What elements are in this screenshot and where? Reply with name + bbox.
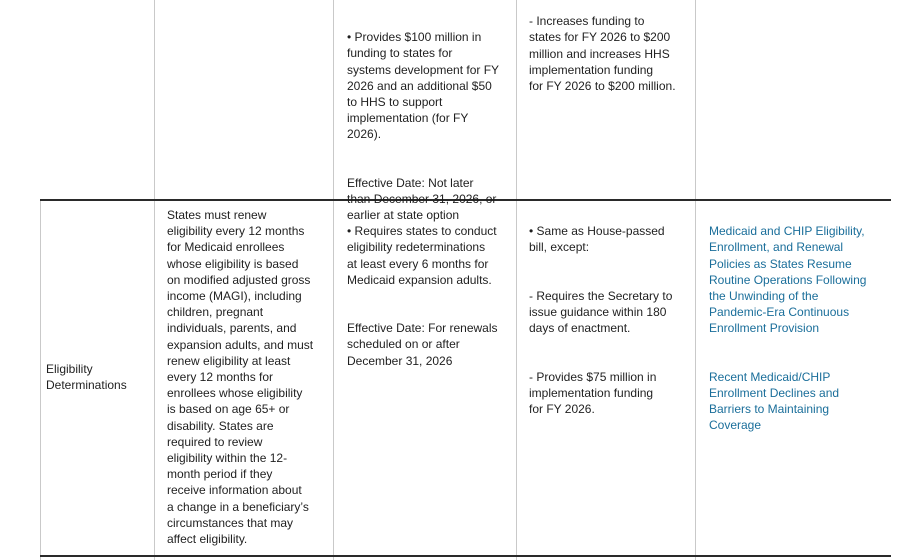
column-divider <box>154 0 155 560</box>
eligibility-house-bill-cell <box>347 207 515 401</box>
eligibility-senate-bill-cell <box>529 207 694 449</box>
resource-link-eligibility-enrollment-renewal[interactable]: Medicaid and CHIP Eligibility, Enrollment, and Renewal Policies as States Resume Routine Operations Following the Unwinding of the Pandemic-Era Continuous Enrollment Provision <box>709 224 867 336</box>
top-row-senate-bill-paragraph: - Increases funding to states for FY 2026 to $200 million and increases HHS implementation funding for FY 2026 to $200 million. <box>529 14 676 94</box>
resource-link-enrollment-declines[interactable]: Recent Medicaid/CHIP Enrollment Declines and Barriers to Maintaining Coverage <box>709 369 840 433</box>
column-divider <box>40 200 41 560</box>
eligibility-resources-cell <box>709 207 891 466</box>
eligibility-senate-bill-guidance: - Requires the Secretary to issue guidance within 180 days of enactment. <box>529 288 673 336</box>
eligibility-senate-bill-intro: • Same as House-passed bill, except: <box>529 224 665 255</box>
top-row-house-bill-effective-date: Effective Date: Not later than December 31, 2026, or earlier at state option <box>347 175 497 223</box>
eligibility-house-bill-paragraph: • Requires states to conduct eligibility redeterminations at least every 6 months for Medicaid expansion adults. <box>347 224 497 287</box>
column-divider <box>333 0 334 560</box>
column-divider <box>695 0 696 560</box>
eligibility-current-law-cell: States must renew eligibility every 12 months for Medicaid enrollees whose eligibility is based on modified adjusted gross income (MAGI), including children, pregnant individuals, parents, and expansion adults, and must renew eligibility at least every 12 months for enrollees whose eligibility is based on age 65+ or disability. States are required to review eligibility within the 12- month period if they receive information about a change in a beneficiary’s circumstances that may affect eligibility. <box>167 208 314 547</box>
row-label-eligibility-determinations: Eligibility Determinations <box>46 362 127 393</box>
column-divider <box>516 0 517 560</box>
row-divider <box>40 555 891 557</box>
top-row-house-bill-paragraph: • Provides $100 million in funding to states for systems development for FY 2026 and an additional $50 to HHS to support implementation (for FY 2026). <box>347 30 500 142</box>
eligibility-senate-bill-funding: - Provides $75 million in implementation funding for FY 2026. <box>529 369 657 417</box>
top-row-senate-bill-cell <box>529 0 694 126</box>
eligibility-house-bill-effective-date: Effective Date: For renewals scheduled on or after December 31, 2026 <box>347 321 498 368</box>
